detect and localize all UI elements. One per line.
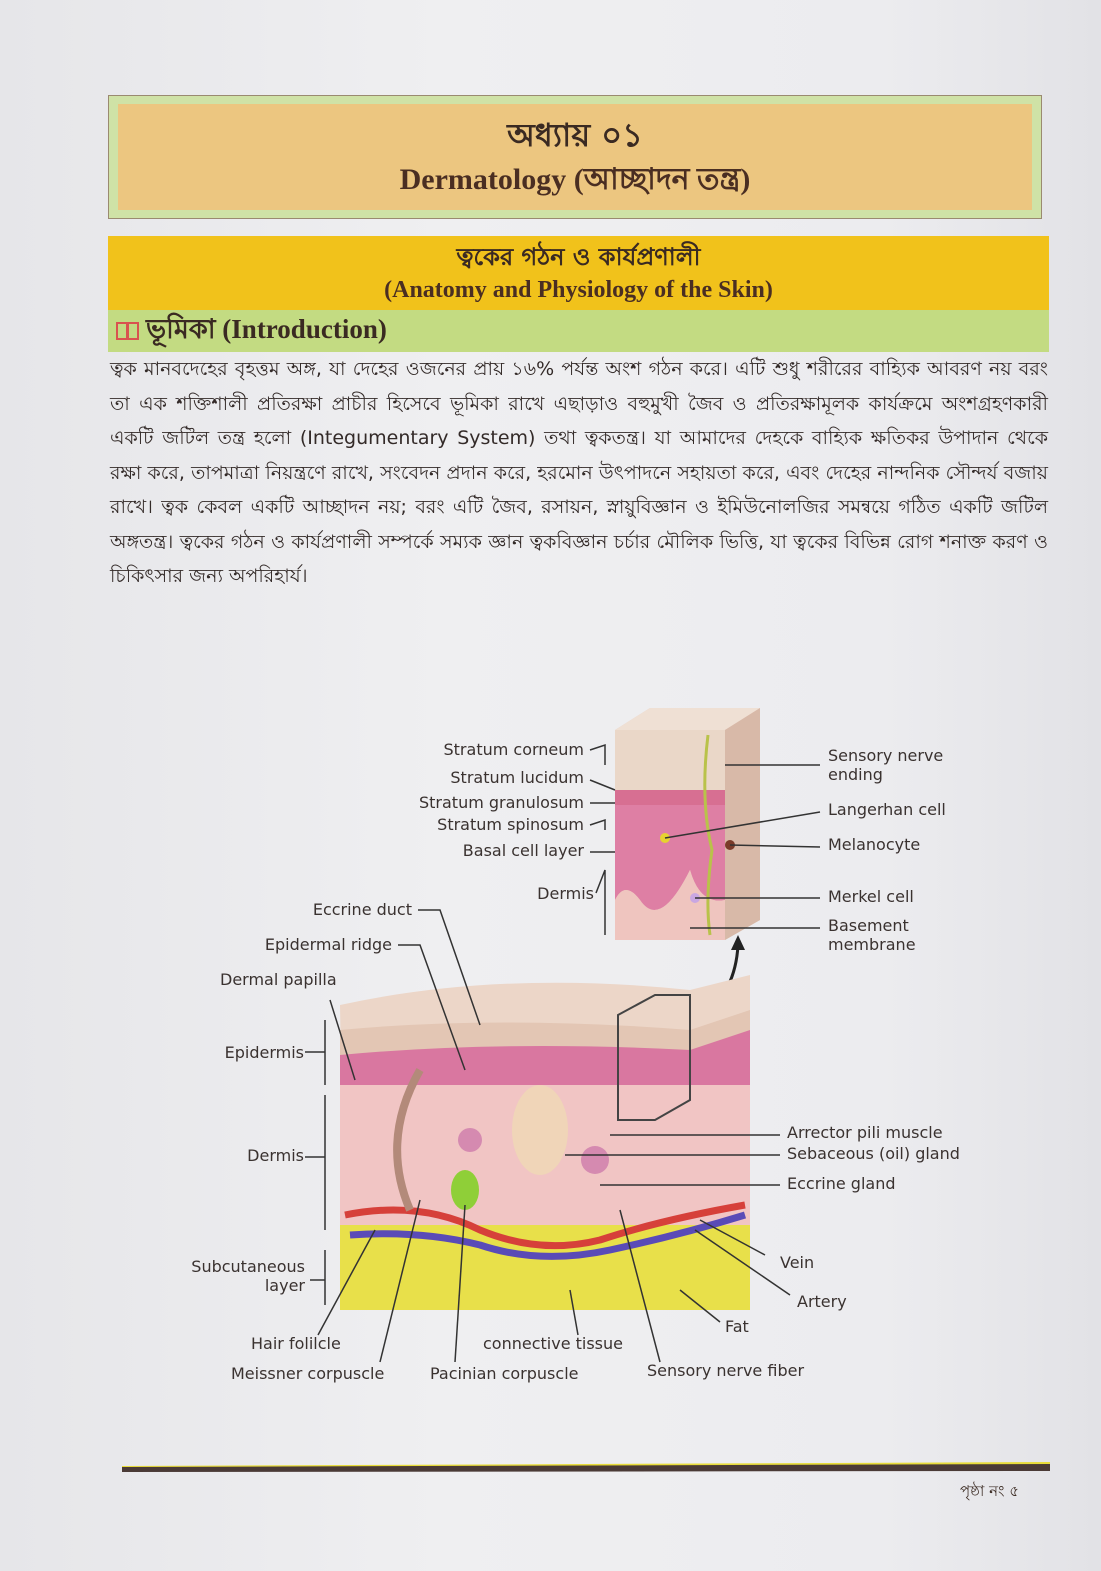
label-dermis: Dermis xyxy=(247,1146,304,1165)
label-stratum-spinosum: Stratum spinosum xyxy=(437,815,584,834)
label-epidermis: Epidermis xyxy=(224,1043,304,1062)
label-sensory-nerve-fiber: Sensory nerve fiber xyxy=(647,1361,805,1380)
skin-anatomy-diagram xyxy=(0,700,1101,1400)
label-stratum-granulosum: Stratum granulosum xyxy=(418,793,584,812)
label-fat: Fat xyxy=(725,1317,749,1336)
label-hair-follicle: Hair folilcle xyxy=(251,1334,341,1353)
page-number: পৃষ্ঠা নং ৫ xyxy=(960,1482,1019,1500)
intro-heading: ভূমিকা (Introduction) xyxy=(146,313,387,344)
chapter-header xyxy=(108,95,1042,219)
label-eccrine-duct: Eccrine duct xyxy=(312,900,412,919)
label-langerhan-cell: Langerhan cell xyxy=(828,800,946,819)
label-basement-membrane: Basement membrane xyxy=(828,916,916,954)
label-connective-tissue: connective tissue xyxy=(483,1334,623,1353)
label-subcutaneous-layer: Subcutaneous layer xyxy=(191,1257,305,1295)
label-eccrine-gland: Eccrine gland xyxy=(787,1174,896,1193)
label-artery: Artery xyxy=(797,1292,847,1311)
label-inset-dermis: Dermis xyxy=(537,884,594,903)
footer-rule xyxy=(122,1462,1050,1472)
label-arrector-pili-muscle: Arrector pili muscle xyxy=(787,1123,943,1142)
section-header xyxy=(108,236,1049,310)
section-title-bn: ত্বকের গঠন ও কার্যপ্রণালী xyxy=(456,242,701,271)
label-melanocyte: Melanocyte xyxy=(828,835,921,854)
label-stratum-corneum: Stratum corneum xyxy=(443,740,584,759)
label-epidermal-ridge: Epidermal ridge xyxy=(264,935,392,954)
label-sensory-nerve-ending: Sensory nerve ending xyxy=(828,746,944,784)
label-pacinian-corpuscle: Pacinian corpuscle xyxy=(430,1364,579,1383)
chapter-title: Dermatology (আচ্ছাদন তন্ত্র) xyxy=(399,163,751,196)
chapter-header-inner xyxy=(118,104,1032,210)
intro-heading-bar xyxy=(108,310,1049,352)
label-meissner-corpuscle: Meissner corpuscle xyxy=(231,1364,385,1383)
label-dermal-papilla: Dermal papilla xyxy=(220,970,337,989)
label-merkel-cell: Merkel cell xyxy=(828,887,914,906)
section-title-en: (Anatomy and Physiology of the Skin) xyxy=(384,277,773,303)
chapter-number: অধ্যায় ০১ xyxy=(507,116,643,154)
label-sebaceous-gland: Sebaceous (oil) gland xyxy=(787,1144,960,1163)
label-vein: Vein xyxy=(780,1253,815,1272)
intro-paragraph: ত্বক মানবদেহের বৃহত্তম অঙ্গ, যা দেহের ওজনের প্রায় ১৬% পর্যন্ত অংশ গঠন করে। এটি শুধু শরীরের বাহ্যিক আবরণ নয় বরং তা এক শক্তিশালী প্রতিরক্ষা প্রাচীর হিসেবে ভূমিকা রাখে এছাড়াও বহুমুখী জৈব ও প্রতিরক্ষামূলক কার্যক্রমে অংশগ্রহণকারী একটি জটিল তন্ত্র হলো (Integumentary System) তথা ত্বকতন্ত্র। যা আমাদের দেহকে বাহ্যিক ক্ষতিকর উপাদান থেকে রক্ষা করে, তাপমাত্রা নিয়ন্ত্রণে রাখে, সংবেদন প্রদান করে, হরমোন উৎপাদনে সহায়তা করে, এবং দেহের নান্দনিক সৌন্দর্য বজায় রাখে। ত্বক কেবল একটি আচ্ছাদন নয়; বরং এটি জৈব, রসায়ন, স্নায়ুবিজ্ঞান ও ইমিউনোলজির সমন্বয়ে গঠিত একটি জটিল অঙ্গতন্ত্র। ত্বকের গঠন ও কার্যপ্রণালী সম্পর্কে সম্যক জ্ঞান ত্বকবিজ্ঞান চর্চার মৌলিক ভিত্তি, যা ত্বকের বিভিন্ন রোগ শনাক্ত করণ ও চিকিৎসার জন্য অপরিহার্য। xyxy=(110,358,1048,587)
label-stratum-lucidum: Stratum lucidum xyxy=(450,768,584,787)
label-basal-cell-layer: Basal cell layer xyxy=(462,841,584,860)
book-icon xyxy=(116,322,138,340)
